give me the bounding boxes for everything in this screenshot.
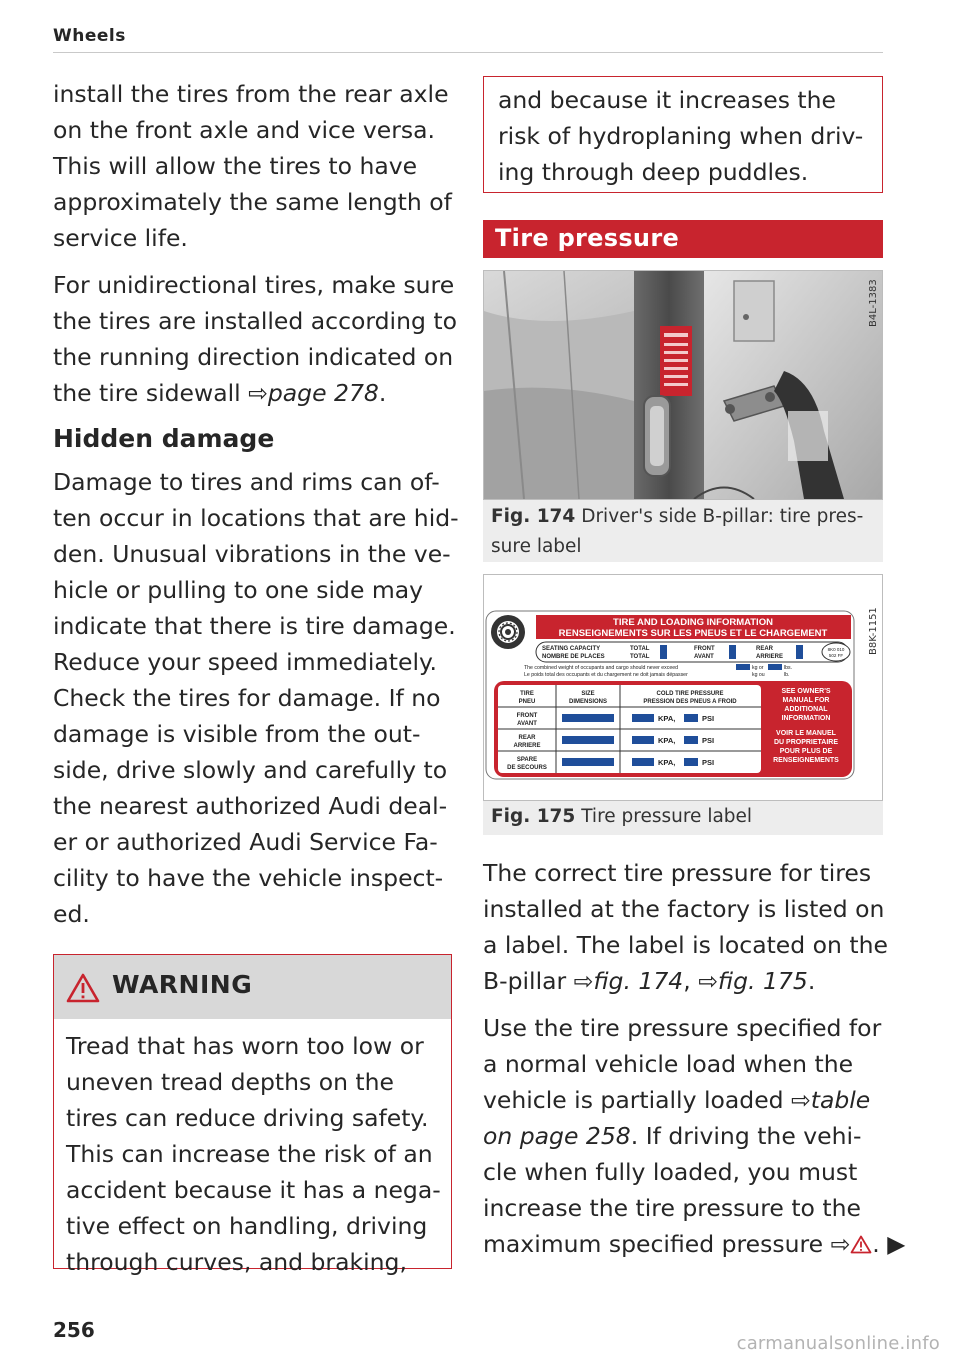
- label-see-manual: MANUAL FOR: [782, 697, 830, 704]
- right-column-text: [483, 855, 906, 1273]
- text-line: cle when fully loaded, you must: [483, 1158, 858, 1186]
- paragraph-label-location: [483, 855, 888, 999]
- caption-text: sure label: [491, 536, 582, 557]
- label-psi: PSI: [702, 736, 715, 745]
- label-col-tire: PNEU: [518, 699, 536, 705]
- text-line: Use the tire pressure specified for: [483, 1014, 882, 1042]
- text-line: the tires are installed according to: [53, 307, 457, 335]
- text-line: cility to have the vehicle inspect-: [53, 864, 444, 892]
- label-kg: kg ou: [752, 672, 765, 678]
- text-line: the tire sidewall ⇨page 278.: [53, 379, 387, 407]
- label-weight-fr: Le poids total des occupants et du chargement ne doit jamais dépasser: [524, 672, 688, 678]
- text-line: [483, 963, 885, 999]
- text-fragment: ,: [683, 967, 699, 995]
- warning-triangle-icon: [66, 973, 100, 1003]
- text-line: tires can reduce driving safety.: [66, 1104, 429, 1132]
- text-line: This can increase the risk of an: [66, 1140, 433, 1168]
- text-line: den. Unusual vibrations in the ve-: [53, 540, 451, 568]
- text-line: Tread that has worn too low or: [66, 1032, 424, 1060]
- figure-174-caption: [491, 502, 863, 562]
- label-kg: kg or: [752, 665, 764, 671]
- text-line: This will allow the tires to have: [53, 152, 418, 180]
- label-col-pressure: PRESSION DES PNEUS A FROID: [643, 699, 737, 705]
- page-278-link[interactable]: page 278: [267, 379, 379, 407]
- paragraph-rotation: [53, 76, 453, 256]
- page-number: 256: [53, 1318, 95, 1342]
- text-line: tive effect on handling, driving: [66, 1212, 428, 1240]
- text-line: increase the tire pressure to the: [483, 1194, 861, 1222]
- fig-174-link[interactable]: fig. 174: [593, 967, 684, 995]
- label-row-rear: REAR: [518, 735, 536, 741]
- label-see-manual: INFORMATION: [781, 715, 831, 722]
- label-row-front: FRONT: [516, 713, 538, 719]
- text-line: For unidirectional tires, make sure: [53, 271, 455, 299]
- text-line: hicle or pulling to one side may: [53, 576, 424, 604]
- label-stamp: 8K0 010: [827, 647, 845, 652]
- text-line: [483, 1226, 906, 1262]
- text-line: accident because it has a nega-: [66, 1176, 441, 1204]
- label-seating-en: SEATING CAPACITY: [542, 646, 601, 652]
- figure-175-caption: [491, 802, 752, 832]
- label-row-front: AVANT: [517, 721, 537, 727]
- label-psi: PSI: [702, 714, 715, 723]
- text-line: through curves, and braking,: [66, 1248, 407, 1276]
- label-seating-fr: NOMBRE DE PLACES: [542, 654, 605, 660]
- arrow-right-icon: ⇨: [830, 1230, 851, 1258]
- label-kpa: KPA,: [658, 758, 676, 767]
- text-line: and because it increases the: [498, 86, 836, 114]
- text-fragment: the tire sidewall: [53, 379, 249, 407]
- text-line: uneven tread depths on the: [66, 1068, 395, 1096]
- text-line: [483, 1118, 885, 1154]
- label-col-tire: TIRE: [520, 691, 534, 697]
- figure-label: Fig. 174: [491, 506, 576, 527]
- text-fragment: B-pillar: [483, 967, 574, 995]
- caption-text: Tire pressure label: [581, 806, 753, 827]
- label-see-manual: ADDITIONAL: [784, 706, 828, 713]
- text-line: the nearest authorized Audi deal-: [53, 792, 448, 820]
- text-fragment: maximum specified pressure: [483, 1230, 831, 1258]
- text-line: the running direction indicated on: [53, 343, 454, 371]
- text-line: damage is visible from the out-: [53, 720, 421, 748]
- page-header: [53, 22, 883, 53]
- label-kpa: KPA,: [658, 714, 676, 723]
- continue-marker: . ▶: [872, 1230, 906, 1258]
- label-title-en: TIRE AND LOADING INFORMATION: [613, 617, 773, 628]
- label-stamp: 502 FF: [828, 653, 844, 658]
- table-page-258-link[interactable]: on page 258: [483, 1122, 631, 1150]
- warning-title: WARNING: [112, 970, 253, 999]
- text-line: a normal vehicle load when the: [483, 1050, 854, 1078]
- text-line: Damage to tires and rims can of-: [53, 468, 440, 496]
- text-fragment: . If driving the vehi-: [630, 1122, 862, 1150]
- label-see-manual: SEE OWNER'S: [781, 688, 831, 695]
- text-line: risk of hydroplaning when driv-: [498, 122, 864, 150]
- text-line: installed at the factory is listed on: [483, 895, 885, 923]
- label-kpa: KPA,: [658, 736, 676, 745]
- text-line: ten occur in locations that are hid-: [53, 504, 459, 532]
- figure-code: B8K-1151: [868, 607, 879, 655]
- figure-175: [483, 574, 883, 835]
- tire-information-label: [484, 575, 882, 800]
- text-line: ed.: [53, 900, 90, 928]
- label-row-rear: ARRIERE: [513, 743, 541, 749]
- label-voir-manuel: POUR PLUS DE: [779, 748, 833, 755]
- label-total-fr: TOTAL: [630, 654, 650, 660]
- text-line: a label. The label is located on the: [483, 931, 888, 959]
- text-line: [483, 1082, 885, 1118]
- label-voir-manuel: DU PROPRIETAIRE: [773, 739, 839, 746]
- warning-body: [54, 1019, 451, 1280]
- paragraph-hidden-damage: [53, 464, 459, 932]
- chapter-title: Wheels: [53, 26, 126, 46]
- label-psi: PSI: [702, 758, 715, 767]
- text-line: ing through deep puddles.: [498, 158, 809, 186]
- arrow-right-icon: ⇨: [248, 379, 268, 407]
- arrow-right-icon: ⇨: [791, 1086, 811, 1114]
- label-front-en: FRONT: [694, 646, 715, 652]
- text-line: indicate that there is tire damage.: [53, 612, 456, 640]
- label-voir-manuel: RENSEIGNEMENTS: [773, 757, 839, 764]
- label-rear-en: REAR: [756, 646, 774, 652]
- text-line: Reduce your speed immediately.: [53, 648, 438, 676]
- label-lbs: lbs.: [784, 665, 793, 671]
- text-fragment: vehicle is partially loaded: [483, 1086, 792, 1114]
- label-rear-fr: ARRIERE: [756, 654, 784, 660]
- caption-text: Driver's side B-pillar: tire pres-: [581, 506, 864, 527]
- figure-174: [483, 270, 883, 562]
- label-row-spare: DE SECOURS: [507, 765, 547, 771]
- b-pillar-photo: [483, 270, 883, 500]
- label-title-fr: RENSEIGNEMENTS SUR LES PNEUS ET LE CHARGEMENT: [558, 628, 828, 639]
- tire-pressure-section-title: Tire pressure: [483, 220, 883, 258]
- label-col-pressure: COLD TIRE PRESSURE: [656, 691, 724, 697]
- text-line: Check the tires for damage. If no: [53, 684, 441, 712]
- label-col-size: DIMENSIONS: [568, 699, 608, 705]
- label-weight-en: The combined weight of occupants and cargo should never exceed: [524, 665, 678, 671]
- table-page-258-link[interactable]: table: [810, 1086, 871, 1114]
- fig-175-link[interactable]: fig. 175: [717, 967, 808, 995]
- paragraph-load-pressure: [483, 1010, 906, 1262]
- text-fragment: .: [807, 967, 816, 995]
- figure-code: B4L-1383: [868, 279, 879, 327]
- label-total-en: TOTAL: [630, 646, 650, 652]
- b-pillar-illustration: [484, 271, 882, 499]
- text-line: er or authorized Audi Service Fa-: [53, 828, 438, 856]
- paragraph-unidirectional: [53, 267, 457, 411]
- warning-header: [54, 955, 451, 1019]
- label-col-size: SIZE: [581, 691, 595, 697]
- arrow-right-icon: ⇨: [573, 967, 594, 995]
- warning-reference-icon[interactable]: [850, 1235, 872, 1254]
- hidden-damage-heading: Hidden damage: [53, 424, 275, 453]
- footer-watermark: carmanualsonline.info: [736, 1333, 940, 1354]
- arrow-right-icon: ⇨: [698, 967, 718, 995]
- figure-label: Fig. 175: [491, 806, 576, 827]
- left-column: [53, 76, 459, 943]
- text-line: side, drive slowly and carefully to: [53, 756, 448, 784]
- warning-box: [53, 954, 452, 1276]
- label-voir-manuel: VOIR LE MANUEL: [776, 730, 836, 737]
- label-front-fr: AVANT: [694, 654, 714, 660]
- label-row-spare: SPARE: [516, 757, 538, 763]
- text-line: on the front axle and vice versa.: [53, 116, 436, 144]
- label-lbs: lb.: [784, 672, 790, 678]
- tire-label-figure: [483, 574, 883, 801]
- text-line: service life.: [53, 224, 188, 252]
- warning-continuation-box: [483, 76, 883, 193]
- text-line: The correct tire pressure for tires: [483, 859, 872, 887]
- text-line: install the tires from the rear axle: [53, 80, 449, 108]
- text-line: approximately the same length of: [53, 188, 452, 216]
